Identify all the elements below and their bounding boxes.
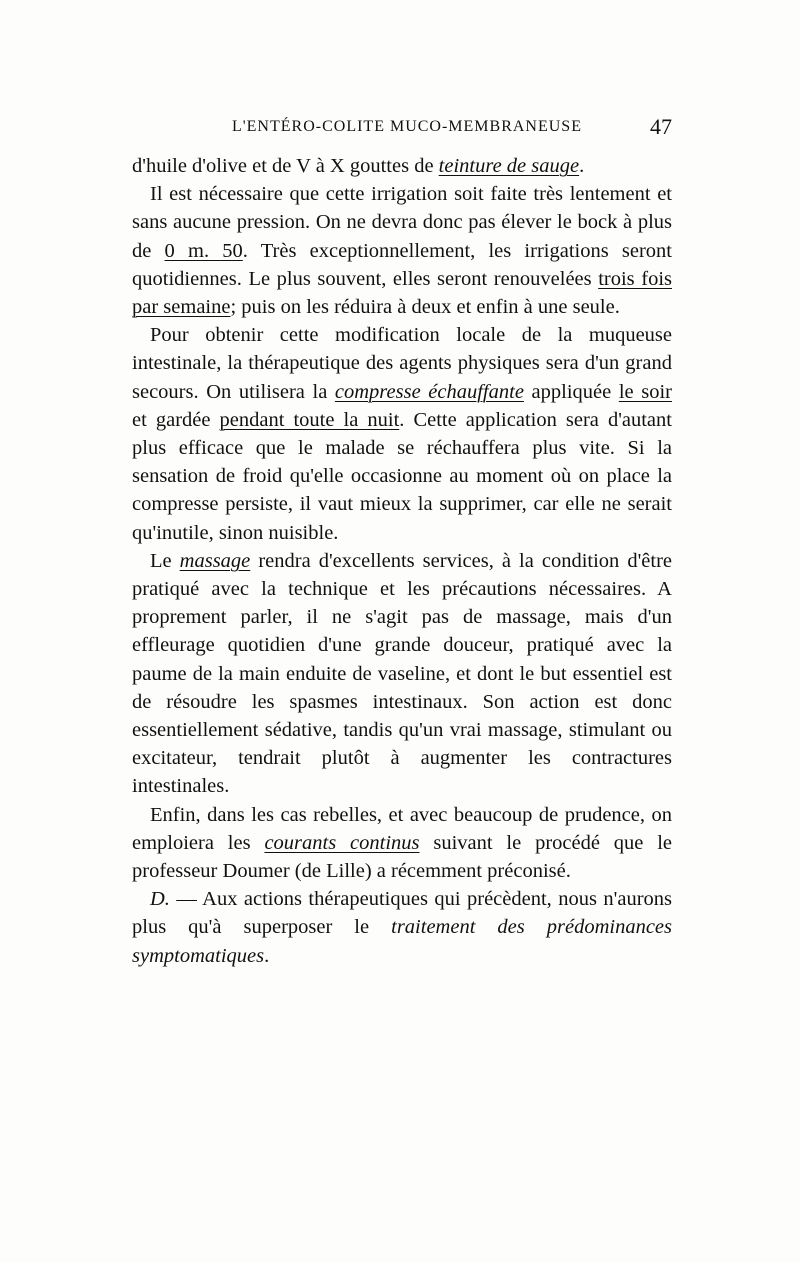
text-run: appliquée (523, 380, 619, 403)
section-letter: D. (150, 888, 170, 911)
underlined-text: le soir (618, 380, 672, 403)
underlined-text: pendant toute la nuit (219, 408, 400, 431)
page-number: 47 (650, 114, 672, 139)
running-title: L'ENTÉRO-COLITE MUCO-MEMBRANEUSE (232, 118, 582, 135)
text-run: Enfin, dans les cas rebelles, et avec beaucoup de prudence, on emploiera les (132, 803, 672, 854)
text-run: . (264, 944, 270, 967)
text-run: Pour obtenir cette modification locale de la muqueuse intestinale, la thérapeutique des agents physiques sera d'un grand secours. On utilisera la (132, 324, 672, 403)
text-run: rendra d'excellents services, à la condition d'être pratiqué avec la technique et les précautions nécessaires. A proprement parler, il ne s'agit pas de massage, mais d'un effleurage quotidien d'une grande douceur, pratiqué avec la paume de la main enduite de vaseline, et dont le but essentiel est de résoudre les spasmes intestinaux. Son action est donc essentiellement sédative, tandis qu'un vrai massage, stimulant ou excitateur, tendrait plutôt à augmenter les contractures intestinales. (132, 549, 672, 798)
page-header (132, 114, 672, 144)
body-text (132, 152, 672, 970)
text-run: d'huile d'olive et de V à X gouttes de (132, 155, 439, 177)
italic-term: compresse échauffante (334, 380, 524, 403)
text-run: ; puis on les réduira à deux et enfin à une seule. (230, 296, 620, 319)
italic-term: traitement des prédominances symptomatiques (132, 916, 672, 967)
paragraph-continuation (132, 152, 672, 180)
text-run: suivant le procédé que le professeur Doumer (de Lille) a récemment préconisé. (132, 831, 673, 883)
underlined-text: trois fois par semaine (132, 267, 672, 319)
text-run: Il est nécessaire que cette irrigation soit faite très lentement et sans aucune pression. On ne devra donc pas élever le bock à plus de (132, 183, 672, 262)
paragraph-irrigation (132, 180, 672, 321)
text-run: . (579, 155, 585, 177)
underlined-text: 0 m. 50 (164, 239, 243, 262)
text-run: Le (150, 549, 180, 572)
italic-term: teinture de sauge (438, 155, 580, 177)
text-run: . Cette application sera d'autant plus efficace que le malade se réchauffera plus vite. Si la sensation de froid qu'elle occasionne au moment où on place la compresse persiste, il vaut mieux la supprimer, car elle ne serait qu'inutile, sinon nuisible. (132, 408, 672, 544)
text-run: . Très exceptionnellement, les irrigations seront quotidiennes. Le plus souvent, elles seront renouvelées (132, 239, 672, 290)
italic-term: courants continus (264, 831, 420, 854)
paragraph-courants (132, 801, 672, 886)
italic-term: massage (179, 549, 251, 572)
text-run: — Aux actions thérapeutiques qui précèdent, nous n'aurons plus qu'à superposer le (132, 888, 672, 939)
paragraph-massage (132, 547, 672, 801)
text-run: et gardée (132, 408, 220, 431)
paragraph-compresse (132, 321, 672, 547)
paragraph-section-d (132, 885, 672, 970)
